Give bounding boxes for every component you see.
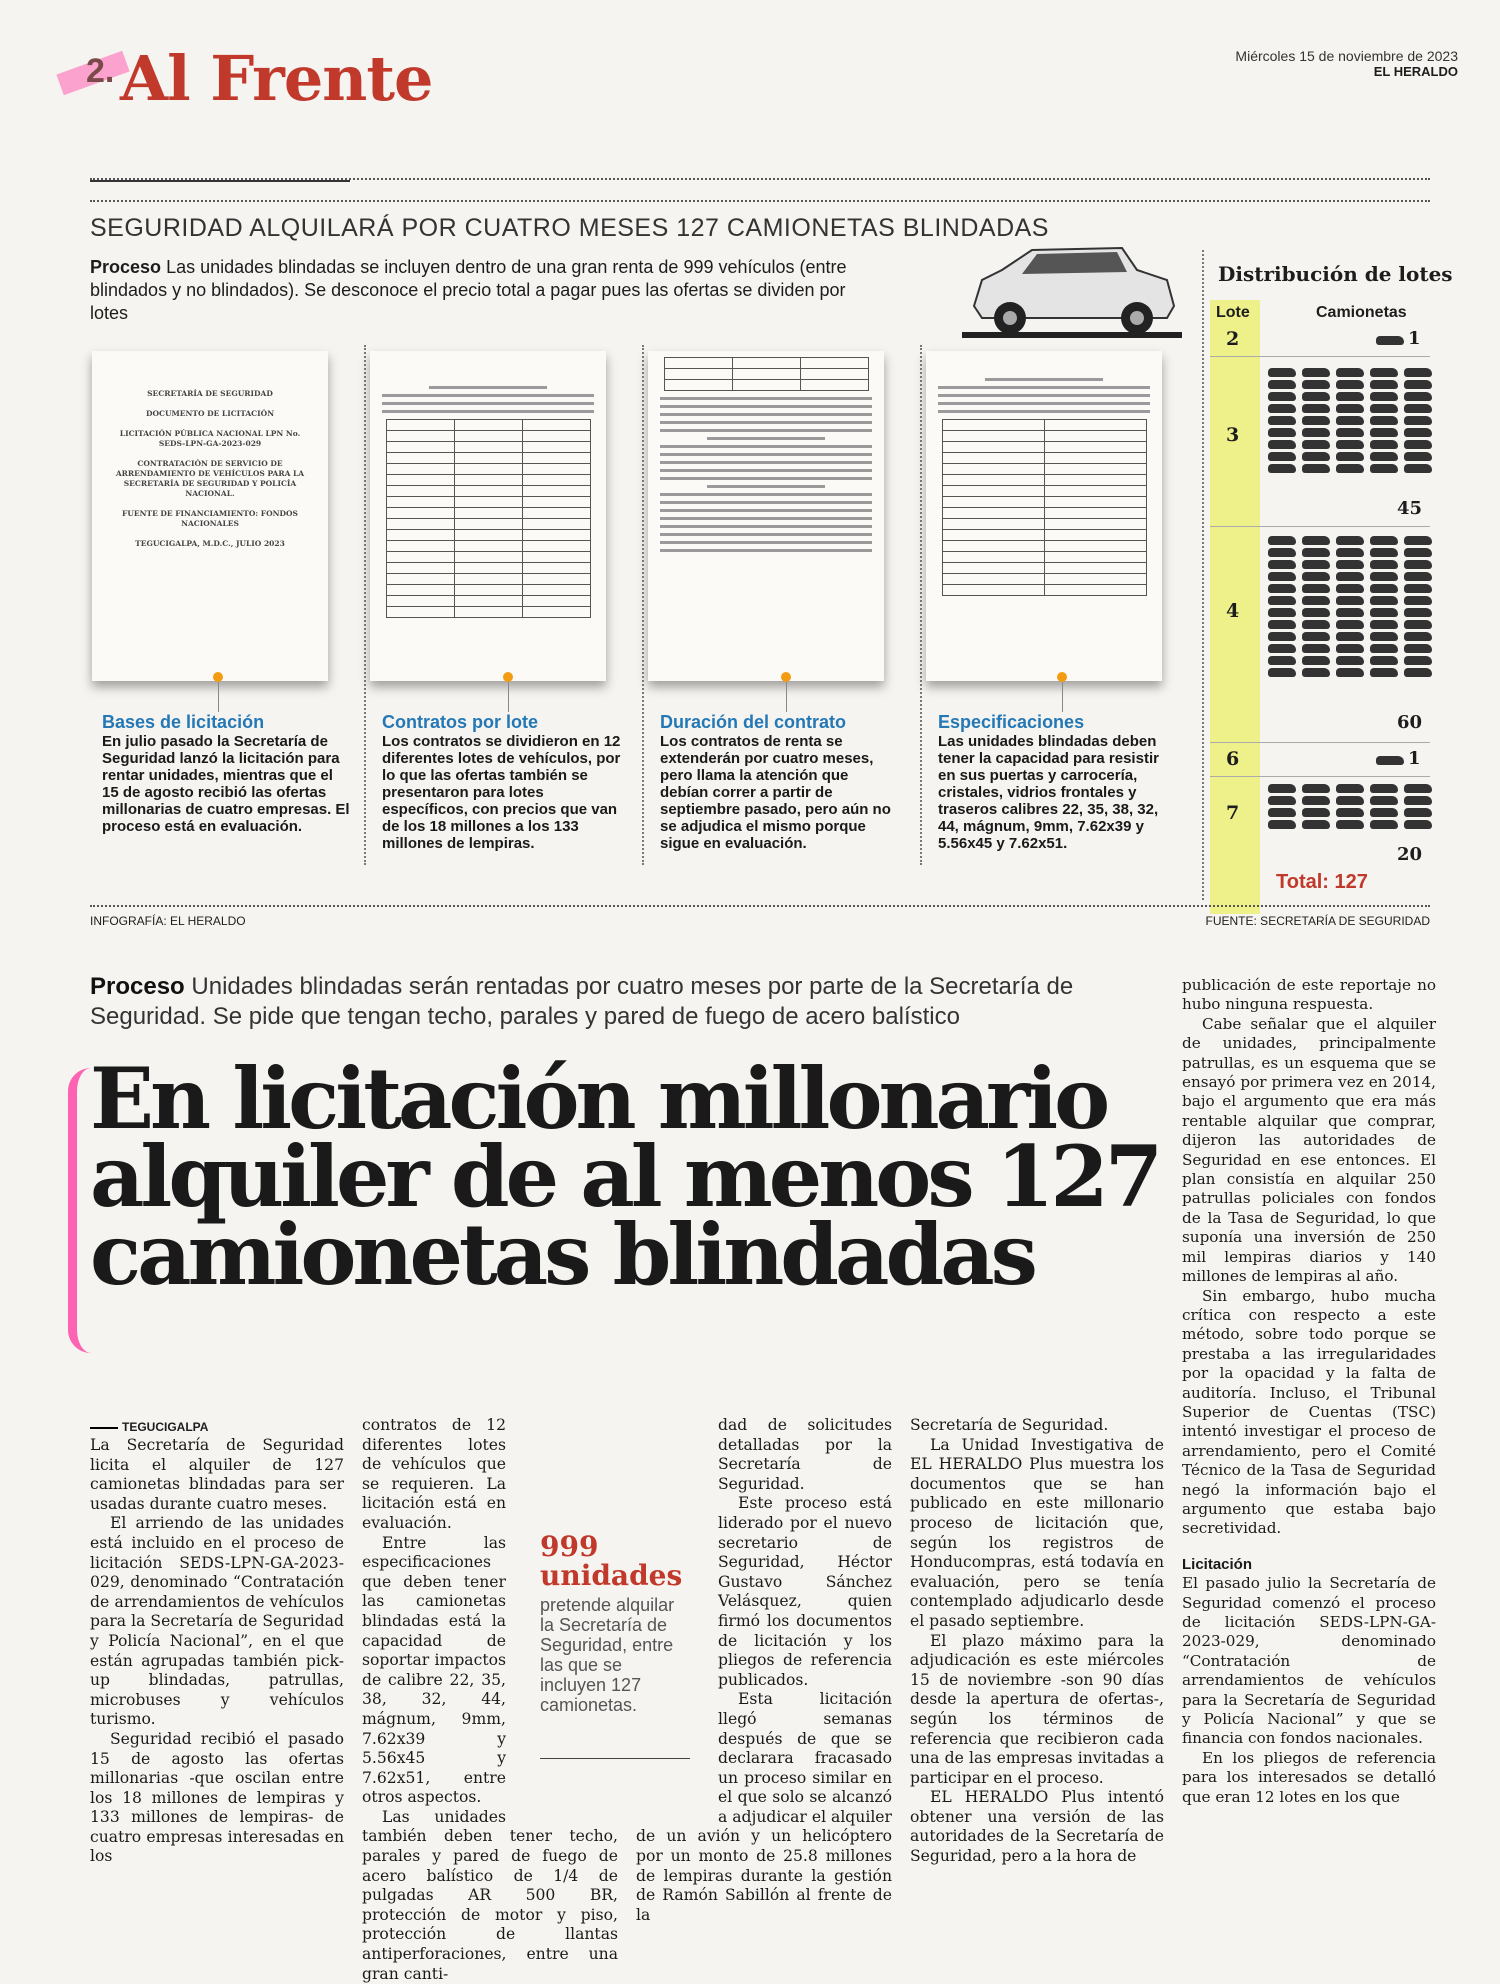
- vehicle-icon: [1404, 452, 1432, 461]
- doc-panel-especificaciones: [914, 345, 1176, 705]
- vehicle-icon: [1268, 584, 1296, 593]
- doc-panel-duracion: [636, 345, 898, 705]
- pull-text: pretende alquilar la Secretaría de Seguridad, entre las que se incluyen 127 camionetas.: [540, 1595, 675, 1715]
- vehicle-icon: [1302, 452, 1330, 461]
- vehicle-icon: [1370, 560, 1398, 569]
- vehicle-icon: [1302, 656, 1330, 665]
- article-column-1: [90, 1436, 344, 1867]
- vehicle-icon: [1404, 796, 1432, 805]
- vehicle-icon: [1370, 452, 1398, 461]
- vehicle-icon: [1268, 572, 1296, 581]
- vehicle-icon: [1336, 644, 1364, 653]
- intro-label: Proceso: [90, 257, 162, 277]
- divider: [364, 345, 366, 865]
- headline: En licitación millonario alquiler de al menos 127 camionetas blindadas: [90, 1049, 1160, 1304]
- paragraph: publicación de este reportaje no hubo ninguna respuesta.: [1182, 976, 1436, 1014]
- vehicle-icon: [1370, 428, 1398, 437]
- vehicle-icon: [1336, 560, 1364, 569]
- vehicle-icon: [1336, 428, 1364, 437]
- vehicle-icon: [1268, 656, 1296, 665]
- vehicle-icon: [1370, 784, 1398, 793]
- paragraph: Cabe señalar que el alquiler de unidades, principalmente patrullas, es un esquema que se ensayó por primera vez en 2014, bajo el argumento que era más rentable alquilar que comprar, dijeron las autoridades de Seguridad en ese entonces. El plan consistía en alquilar 250 patrullas policiales con fondos de la Tasa de Seguridad, lo que suponía una inversión de 250 mil lempiras diarios y 140 millones de lempiras al año.: [1182, 1014, 1436, 1286]
- paragraph: El arriendo de las unidades está incluido en el proceso de licitación SEDS-LPN-GA-2023-029, denominado “Contratación de arrendamientos de vehículos para la Secretaría de Seguridad y Policía Nacional”, en el que están agrupadas también pick-up blindadas, patrullas, microbuses y vehículos turismo.: [90, 1514, 344, 1729]
- lote-count: 45: [1396, 498, 1422, 519]
- paragraph: La Secretaría de Seguridad licita el alquiler de 127 camionetas blindadas para ser usadas durante cuatro meses.: [90, 1436, 344, 1513]
- vehicle-icon: [1404, 644, 1432, 653]
- vehicle-icon: [1370, 368, 1398, 377]
- vehicle-icon: [1268, 796, 1296, 805]
- vehicle-icon: [1404, 620, 1432, 629]
- panel-title: Especificaciones: [938, 712, 1085, 732]
- vehicle-icon: [1370, 584, 1398, 593]
- paragraph: En los pliegos de referencia para los interesados se detalló que eran 12 lotes en los que: [1182, 1748, 1436, 1806]
- vehicle-icon: [1404, 668, 1432, 677]
- pull-unit: unidades: [540, 1559, 683, 1592]
- vehicle-icon: [1404, 428, 1432, 437]
- vehicle-icon: [1268, 464, 1296, 473]
- vehicle-icon: [1302, 796, 1330, 805]
- vehicle-icon: [1302, 536, 1330, 545]
- vehicle-icon: [1370, 548, 1398, 557]
- vehicle-icon: [1268, 608, 1296, 617]
- vehicle-icon: [1370, 608, 1398, 617]
- pull-number: 999: [540, 1530, 599, 1563]
- lote-column-header: Lote: [1216, 304, 1250, 321]
- vehicle-icon: [1336, 584, 1364, 593]
- infographic-kicker: SEGURIDAD ALQUILARÁ POR CUATRO MESES 127 CAMIONETAS BLINDADAS: [90, 214, 1049, 242]
- divider: [642, 345, 644, 865]
- vehicle-icon: [1336, 608, 1364, 617]
- vehicle-icon: [1370, 808, 1398, 817]
- vehicle-icon: [1302, 380, 1330, 389]
- vehicle-icon: [1336, 536, 1364, 545]
- vehicle-icon: [1370, 416, 1398, 425]
- doc-line: FUENTE DE FINANCIAMIENTO: FONDOS NACIONALES: [122, 509, 298, 528]
- vehicle-icon: [1336, 440, 1364, 449]
- intro-text: Las unidades blindadas se incluyen dentro de una gran renta de 999 vehículos (entre blindados y no blindados). Se desconoce el precio total a pagar pues las ofertas se dividen por lotes: [90, 257, 847, 323]
- total-label: Total: 127: [1276, 871, 1368, 893]
- article-column-5: [1182, 976, 1436, 1807]
- vehicle-icon: [1370, 464, 1398, 473]
- vehicle-icon: [1268, 784, 1296, 793]
- vehicle-icon: [1336, 808, 1364, 817]
- paragraph: Secretaría de Seguridad.: [910, 1416, 1109, 1434]
- vehicle-icon: [1268, 368, 1296, 377]
- divider: [1202, 250, 1204, 900]
- vehicle-icon: [1302, 404, 1330, 413]
- vehicle-icon: [1302, 392, 1330, 401]
- vehicle-icon: [1404, 560, 1432, 569]
- paragraph: dad de solicitudes detalladas por la Secretaría de Seguridad.: [718, 1416, 892, 1493]
- paragraph: EL HERALDO Plus intentó obtener una versión de las autoridades de la Secretaría de Seguridad, pero a la hora de: [910, 1788, 1164, 1866]
- paragraph: La Unidad Investigativa de EL HERALDO Plus muestra los documentos que se han publicado en este millonario proceso de licitación que, según los registros de Honducompras, está todavía en evaluación, pero se tenía contemplado adjudicarlo desde el pasado septiembre.: [910, 1435, 1164, 1630]
- vehicle-icon: [1370, 796, 1398, 805]
- vehicle-icon: [1370, 644, 1398, 653]
- newspaper-name: EL HERALDO: [1373, 64, 1458, 79]
- lote-number: 6: [1226, 748, 1240, 770]
- paragraph: Entre las especificaciones que deben tener las camionetas blindadas está la capacidad de soportar impactos de calibre 22, 35, 38, 32, 44, mágnum, 9mm, 7.62x39 y 5.56x45 y 7.62x51, entre otros aspectos.: [362, 1533, 506, 1807]
- vehicle-icon: [1268, 644, 1296, 653]
- rule: [90, 180, 350, 182]
- vehicle-icon: [1302, 620, 1330, 629]
- vehicle-icon: [1336, 620, 1364, 629]
- vehicle-icon: [1302, 464, 1330, 473]
- vehicle-icon: [1404, 596, 1432, 605]
- document-image: [926, 351, 1162, 681]
- lote-number: 2: [1226, 328, 1240, 350]
- subhead: Licitación: [1182, 1555, 1253, 1573]
- document-image: [370, 351, 606, 681]
- paragraph: contratos de 12 diferentes lotes de vehículos que se requieren. La licitación está en evaluación.: [362, 1416, 506, 1532]
- vehicle-icon: [1268, 404, 1296, 413]
- deck-text: Unidades blindadas serán rentadas por cuatro meses por parte de la Secretaría de Seguridad. Se pide que tengan techo, parales y pared de fuego de acero balístico: [90, 973, 1074, 1030]
- vehicle-icon: [1404, 656, 1432, 665]
- vehicle-icon: [1302, 632, 1330, 641]
- distribution-title: Distribución de lotes: [1218, 262, 1453, 286]
- vehicle-icon: [1268, 560, 1296, 569]
- document-image: [648, 351, 884, 681]
- vehicle-icon: [1268, 416, 1296, 425]
- vehicle-icon: [1370, 380, 1398, 389]
- vehicle-icon: [1336, 464, 1364, 473]
- vehicle-icon: [1336, 404, 1364, 413]
- lote-number: 7: [1226, 802, 1240, 824]
- pin-marker: [213, 672, 223, 682]
- vehicle-icon: [1302, 572, 1330, 581]
- vehicle-icon: [1404, 632, 1432, 641]
- armored-suv-illustration: [962, 240, 1182, 340]
- vehicle-icon: [1370, 596, 1398, 605]
- vehicle-icon: [1370, 392, 1398, 401]
- vehicle-icon: [1336, 656, 1364, 665]
- vehicle-icon: [1404, 368, 1432, 377]
- paragraph: Sin embargo, hubo mucha crítica con respecto a este método, sobre todo porque se prestaba a las irregularidades por la opacidad y la falta de auditoría. Incluso, el Tribunal Superior de Cuentas (TSC) intentó investigar el proceso de arrendamiento, pero el Comité Técnico de la Tasa de Seguridad negó la información bajo el argumento que estaba bajo secretividad.: [1182, 1286, 1436, 1538]
- vehicle-icon: [1370, 820, 1398, 829]
- vehicle-icon: [1404, 416, 1432, 425]
- vehicle-grid: [1268, 368, 1432, 473]
- vehicle-icon: [1370, 536, 1398, 545]
- vehicle-icon: [1268, 820, 1296, 829]
- pull-quote: [540, 1530, 690, 1715]
- lote-count: 1: [1408, 328, 1421, 349]
- vehicle-icon: [1370, 632, 1398, 641]
- pin-marker: [781, 672, 791, 682]
- doc-panel-contratos: [358, 345, 620, 705]
- lote-count: 20: [1396, 844, 1422, 865]
- panel-text: Las unidades blindadas deben tener la capacidad para resistir en sus puertas y carrocería, cristales, vidrios frontales y traseros calibres 22, 35, 38, 32, 44, mágnum, 9mm, 7.62x39 y 5.56x45 y 7.62x51.: [938, 733, 1159, 852]
- panel-text: En julio pasado la Secretaría de Seguridad lanzó la licitación para rentar unidades, mientras que el 15 de agosto recibió las ofertas millonarias de cuatro empresas. El proceso está en evaluación.: [102, 733, 350, 835]
- section-title: Al Frente: [120, 42, 433, 115]
- dateline: TEGUCIGALPA: [90, 1420, 208, 1434]
- vehicle-icon: [1302, 368, 1330, 377]
- vehicle-icon: [1302, 808, 1330, 817]
- vehicle-icon: [1268, 536, 1296, 545]
- vehicle-icon: [1268, 808, 1296, 817]
- vehicle-grid: [1268, 536, 1432, 677]
- vehicle-icon: [1336, 632, 1364, 641]
- paragraph: Este proceso está liderado por el nuevo secretario de Seguridad, Héctor Gustavo Sánchez Velásquez, quien firmó los documentos de licitación y los pliegos de referencia publicados.: [718, 1494, 892, 1689]
- issue-date: Miércoles 15 de noviembre de 2023: [1235, 48, 1458, 64]
- ground-line: [962, 332, 1182, 338]
- vehicle-icon: [1302, 548, 1330, 557]
- vehicle-icon: [1404, 820, 1432, 829]
- vehicle-icon: [1336, 368, 1364, 377]
- article-deck: [90, 972, 1170, 1032]
- vehicle-icon: [1268, 440, 1296, 449]
- vehicle-icon: [1302, 820, 1330, 829]
- doc-line: CONTRATACIÓN DE SERVICIO DE ARRENDAMIENTO DE VEHÍCULOS PARA LA SECRETARÍA DE SEGURIDAD Y POLICÍA NACIONAL.: [115, 459, 305, 498]
- lote-number: 4: [1226, 600, 1240, 622]
- deck-label: Proceso: [90, 973, 185, 1000]
- vehicle-icon: [1336, 796, 1364, 805]
- vehicle-icon: [1268, 392, 1296, 401]
- paragraph: Las unidades también deben tener techo, parales y pared de fuego de acero balístico de 1/4 de pulgadas AR 500 BR, protección de motor y piso, protección de llantas antiperforaciones, entre una gran canti-: [362, 1807, 618, 1983]
- article-column-4: [910, 1416, 1164, 1867]
- vehicle-icon: [1302, 584, 1330, 593]
- credit-source: FUENTE: SECRETARÍA DE SEGURIDAD: [1205, 914, 1430, 928]
- vehicle-icon: [1336, 596, 1364, 605]
- vehicle-icon: [1268, 548, 1296, 557]
- vehicle-icon: [1404, 548, 1432, 557]
- vehicle-icon: [1302, 668, 1330, 677]
- vehicle-icon: [1404, 536, 1432, 545]
- vehicle-icon: [1370, 620, 1398, 629]
- vehicle-icon: [1268, 632, 1296, 641]
- vehicle-icon: [1404, 464, 1432, 473]
- vehicle-icon: [1370, 404, 1398, 413]
- vehicle-icon: [1404, 808, 1432, 817]
- vehicle-icon: [1404, 392, 1432, 401]
- paragraph: El pasado julio la Secretaría de Seguridad comenzó el proceso de licitación SEDS-LPN-GA-2023-029, denominado “Contratación de arrendamientos de vehículos para la Secretaría de Seguridad y Policía Nacional” y que se financia con fondos nacionales.: [1182, 1574, 1436, 1748]
- paragraph: El plazo máximo para la adjudicación es este miércoles 15 de noviembre -son 90 días desde la apertura de ofertas-, según los términos de referencia que recibieron cada una de las empresas invitadas a participar en el proceso.: [910, 1631, 1164, 1787]
- vehicle-icon: [1404, 404, 1432, 413]
- vehicle-icon: [1370, 572, 1398, 581]
- lote-number: 3: [1226, 424, 1240, 446]
- vehicle-icon: [1302, 560, 1330, 569]
- pin-marker: [1057, 672, 1067, 682]
- panel-title: Duración del contrato: [660, 712, 847, 732]
- vehicle-icon: [1336, 548, 1364, 557]
- vehicle-icon: [1404, 584, 1432, 593]
- vehicle-icon: [1302, 784, 1330, 793]
- vehicle-icon: [1268, 380, 1296, 389]
- doc-line: TEGUCIGALPA, M.D.C., JULIO 2023: [135, 539, 285, 548]
- vehicle-icon: [1302, 596, 1330, 605]
- page-number: 2.: [86, 52, 115, 90]
- vehicle-icon: [1336, 380, 1364, 389]
- vehicle-icon: [1336, 572, 1364, 581]
- lote-count: 1: [1408, 748, 1421, 769]
- vehicle-icon: [1336, 668, 1364, 677]
- vehicle-icon: [1302, 416, 1330, 425]
- vehicle-icon: [1336, 416, 1364, 425]
- vehicle-icon: [1268, 428, 1296, 437]
- vehicle-icon: [1404, 572, 1432, 581]
- doc-line: SECRETARÍA DE SEGURIDAD: [147, 389, 273, 398]
- vehicle-icon: [1336, 820, 1364, 829]
- paragraph: Esta licitación llegó semanas después de que se declarara fracasado un proceso similar en el que solo se alcanzó a adjudicar el alquiler de un avión y un helicóptero por un monto de 25.8 millones de lempiras durante la gestión de Ramón Sabillón al frente de la: [636, 1690, 892, 1924]
- vehicle-icon: [1268, 596, 1296, 605]
- credit-infographic: INFOGRAFÍA: EL HERALDO: [90, 914, 246, 928]
- doc-panel-bases: [80, 345, 342, 705]
- lote-count: 60: [1396, 712, 1422, 733]
- panel-title: Contratos por lote: [382, 712, 538, 732]
- vehicle-icon: [1404, 608, 1432, 617]
- divider: [920, 345, 922, 865]
- paragraph: Seguridad recibió el pasado 15 de agosto las ofertas millonarias -que oscilan entre los 18 millones de lempiras y 133 millones de lempiras- de cuatro empresas interesadas en los: [90, 1729, 344, 1866]
- vehicle-icon: [1302, 428, 1330, 437]
- panel-text: Los contratos de renta se extenderán por cuatro meses, pero llama la atención que debían correr a partir de septiembre pasado, pero aún no se adjudica el mismo porque sigue en evaluación.: [660, 733, 891, 852]
- vehicle-icon: [1268, 620, 1296, 629]
- vehicle-icon: [1404, 784, 1432, 793]
- vehicle-grid: [1268, 784, 1432, 829]
- camionetas-column-header: Camionetas: [1316, 304, 1407, 321]
- doc-line: DOCUMENTO DE LICITACIÓN: [145, 409, 275, 418]
- vehicle-icon: [1302, 440, 1330, 449]
- pull-rule: [540, 1758, 690, 1759]
- vehicle-icon: [1370, 668, 1398, 677]
- vehicle-icon: [1370, 656, 1398, 665]
- vehicle-icon: [1336, 452, 1364, 461]
- divider: [90, 200, 1430, 202]
- vehicle-icon: [1302, 608, 1330, 617]
- vehicle-icon: [1302, 644, 1330, 653]
- vehicle-icon: [1404, 380, 1432, 389]
- vehicle-icon: [1370, 440, 1398, 449]
- vehicle-icon: [1268, 668, 1296, 677]
- vehicle-icon: [1336, 784, 1364, 793]
- document-image: [92, 351, 328, 681]
- vehicle-icon: [1404, 440, 1432, 449]
- doc-line: LICITACIÓN PÚBLICA NACIONAL LPN No. SEDS-LPN-GA-2023-029: [119, 429, 301, 448]
- headline-bracket: [68, 1068, 91, 1353]
- panel-text: Los contratos se dividieron en 12 diferentes lotes de vehículos, por lo que las ofertas también se presentaron para lotes específicos, con precios que van de los 18 millones a los 133 millones de lempiras.: [382, 733, 621, 852]
- panel-title: Bases de licitación: [102, 712, 265, 732]
- pin-marker: [503, 672, 513, 682]
- vehicle-icon: [1336, 392, 1364, 401]
- infographic-intro: [90, 256, 850, 325]
- vehicle-icon: [1268, 452, 1296, 461]
